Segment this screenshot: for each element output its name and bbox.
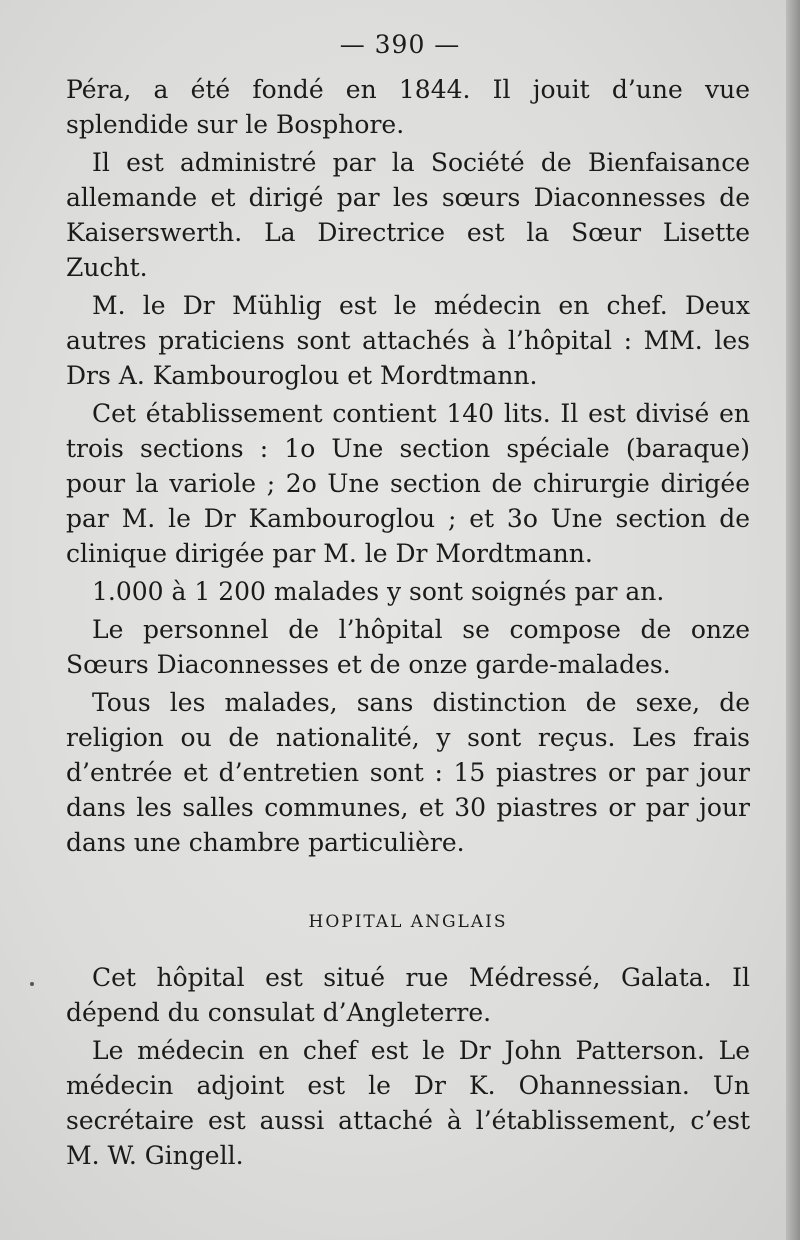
text-block [66, 72, 750, 1176]
paragraph: Le personnel de l’hôpital se compose de onze Sœurs Diaconnesses et de onze garde-malades. [66, 615, 750, 679]
paragraph: Tous les malades, sans distinction de sexe, de religion ou de nationalité, y sont reçus. Les frais d’entrée et d’entretien sont : 15 piastres or par jour dans les salles communes, et 30 piastres or par jour dans une chambre particulière. [66, 688, 750, 857]
paragraph: Péra, a été fondé en 1844. Il jouit d’une vue splendide sur le Bosphore. [66, 75, 750, 139]
paragraph: Cet hôpital est situé rue Médressé, Galata. Il dépend du consulat d’Angleterre. [66, 963, 750, 1027]
section-heading: HOPITAL ANGLAIS [308, 912, 508, 932]
paragraph: Il est administré par la Société de Bienfaisance allemande et dirigé par les sœurs Diaconnesses de Kaiserswerth. La Directrice est la Sœur Lisette Zucht. [66, 148, 750, 282]
paragraph: M. le Dr Mühlig est le médecin en chef. Deux autres praticiens sont attachés à l’hôpital : MM. les Drs A. Kambouroglou et Mordtmann. [66, 291, 750, 390]
paragraph: 1.000 à 1 200 malades y sont soignés par an. [92, 577, 665, 606]
page-number: — 390 — [339, 30, 461, 59]
page-edge [786, 0, 800, 1240]
paragraph: Le médecin en chef est le Dr John Patterson. Le médecin adjoint est le Dr K. Ohannessian. Un secrétaire est aussi attaché à l’établissement, c’est M. W. Gingell. [66, 1036, 750, 1170]
paragraph: Cet établissement contient 140 lits. Il est divisé en trois sections : 1o Une section spéciale (baraque) pour la variole ; 2o Une section de chirurgie dirigée par M. le Dr Kambouroglou ; et 3o Une section de clinique dirigée par M. le Dr Mordtmann. [66, 399, 750, 568]
page-mark [30, 982, 34, 986]
